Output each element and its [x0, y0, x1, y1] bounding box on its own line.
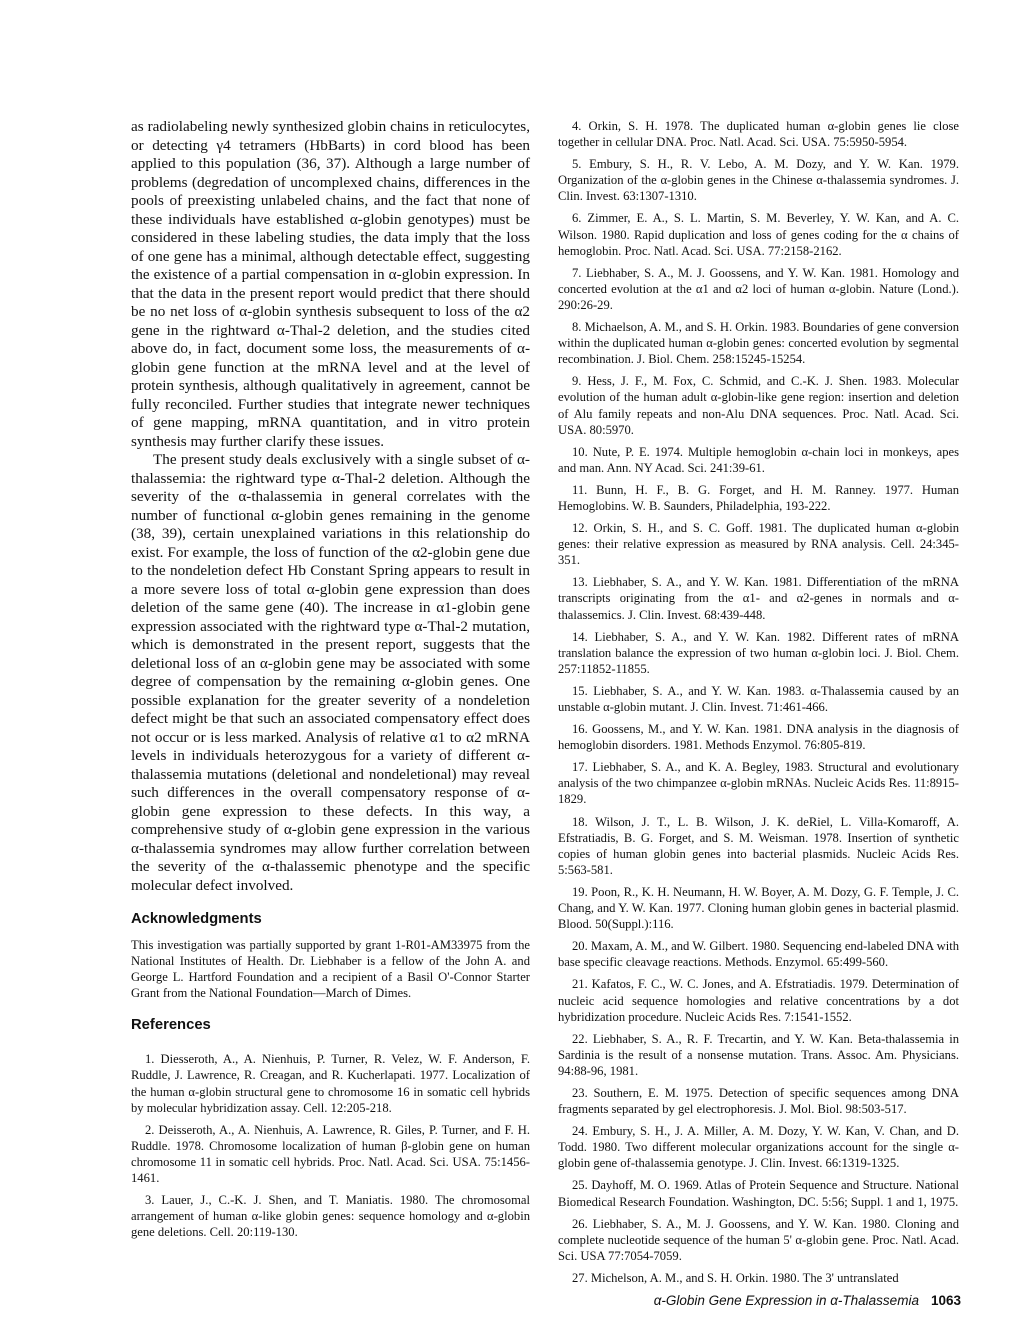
acknowledgments-text: This investigation was partially supported by grant 1-R01-AM33975 from the National Institutes of Health. Dr. Liebhaber is a fellow of the John A. and George L. Hartford Foundation and a recipient of a Basil O'-Connor Starter Grant from the National Foundation—March of Dimes.	[131, 938, 530, 1001]
body-paragraph: as radiolabeling newly synthesized globin chains in reticulocytes, or detecting γ4 tetramers (HbBarts) in cord blood has been applied to this population (36, 37). Although a large number of problems (degredation of uncomplexed chains, differences in the pools of preexisting unlabeled chains, and the fact that none of these individuals have established α-globin genotypes) must be considered in these labeling studies, the data imply that the loss of one gene has a minimal, although detectable effect, suggesting the existence of a partial compensation in α-globin expression. In that the data in the present report would predict that there should be no net loss of α-globin synthesis subsequent to loss of the α2 gene in the rightward α-Thal-2 deletion, and the studies cited above do, in fact, document some loss, the measurements of α-globin gene function at the mRNA level and at the level of protein synthesis, although qualitatively in agreement, cannot be fully reconciled. Further studies that integrate newer techniques of gene mapping, mRNA quantitation, and in vitro protein synthesis may further clarify these issues.	[131, 118, 530, 450]
reference-item: 17. Liebhaber, S. A., and K. A. Begley, 1983. Structural and evolutionary analysis of the two chimpanzee α-globin mRNAs. Nucleic Acids Res. 11:8915-1829.	[558, 760, 959, 807]
reference-item: 1. Diesseroth, A., A. Nienhuis, P. Turner, R. Velez, W. F. Anderson, F. Ruddle, J. Lawrence, R. Creagan, and R. Kucherlapati. 1977. Localization of the human α-globin structural gene to chromosome 16 in somatic cell hybrids by molecular hybridization assay. Cell. 12:205-218.	[131, 1052, 530, 1115]
reference-item: 24. Embury, S. H., J. A. Miller, A. M. Dozy, Y. W. Kan, V. Chan, and D. Todd. 1980. Two different molecular organizations account for the single α-globin gene of-thalassemia genotype. J. Clin. Invest. 66:1319-1325.	[558, 1124, 959, 1171]
reference-item: 18. Wilson, J. T., L. B. Wilson, J. K. deRiel, L. Villa-Komaroff, A. Efstratiadis, B. G. Forget, and S. M. Weisman. 1978. Insertion of synthetic copies of human globin genes into bacterial plasmids. Nucleic Acids Res. 5:563-581.	[558, 814, 959, 877]
reference-item: 26. Liebhaber, S. A., M. J. Goossens, and Y. W. Kan. 1980. Cloning and complete nucleotide sequence of the human 5' α-globin gene. Proc. Natl. Acad. Sci. USA 77:7054-7059.	[558, 1216, 959, 1263]
references-list-left	[131, 1051, 530, 1240]
references-heading: References	[131, 1017, 211, 1034]
running-title: α-Globin Gene Expression in α-Thalassemia	[653, 1293, 919, 1308]
reference-item: 12. Orkin, S. H., and S. C. Goff. 1981. The duplicated human α-globin genes: their relative expression as measured by RNA analysis. Cell. 24:345-351.	[558, 521, 959, 568]
reference-item: 20. Maxam, A. M., and W. Gilbert. 1980. Sequencing end-labeled DNA with base specific cleavage reactions. Methods. Enzymol. 65:499-560.	[558, 939, 959, 970]
body-paragraph: The present study deals exclusively with a single subset of α-thalassemia: the rightward type α-Thal-2 deletion. Although the severity of the α-thalassemia in general correlates with the number of functional α-globin genes remaining in the genome (38, 39), certain unexplained variations in this relationship do exist. For example, the loss of function of the α2-globin gene due to the nondeletion defect Hb Constant Spring appears to result in a more severe loss of total α-globin gene expression than does deletion of the same gene (40). The increase in α1-globin gene expression associated with the rightward type α-Thal-2 mutation, which is demonstrated in the present report, suggests that the deletional loss of an α-globin gene may be associated with some degree of compensation by the remaining α-globin genes. One possible explanation for the greater severity of a nondeletion defect might be that such an associated compensatory effect does not occur or is less marked. Analysis of relative α1 to α2 mRNA levels in individuals heterozygous for a variety of different α-thalassemia mutations (deletional and nondeletional) may reveal such differences in the overall compensatory response of α-globin gene expression to these defects. In this way, a comprehensive study of α-globin gene expression in the various α-thalassemia syndromes may allow further correlation between the severity of the α-thalassemic phenotype and the specific molecular defect involved.	[131, 451, 530, 894]
reference-item: 7. Liebhaber, S. A., M. J. Goossens, and Y. W. Kan. 1981. Homology and concerted evolution at the α1 and α2 loci of human α-globin. Nature (Lond.). 290:26-29.	[558, 265, 959, 312]
reference-item: 2. Deisseroth, A., A. Nienhuis, A. Lawrence, R. Giles, P. Turner, and F. H. Ruddle. 1978. Chromosome localization of human β-globin gene on human chromosome 11 in somatic cell hybrids. Proc. Natl. Acad. Sci. USA. 75:1456-1461.	[131, 1122, 530, 1186]
reference-item: 22. Liebhaber, S. A., R. F. Trecartin, and Y. W. Kan. Beta-thalassemia in Sardinia is the result of a nonsense mutation. Trans. Assoc. Am. Physicians. 94:88-96, 1981.	[558, 1031, 959, 1078]
reference-item: 15. Liebhaber, S. A., and Y. W. Kan. 1983. α-Thalassemia caused by an unstable α-globin mutant. J. Clin. Invest. 71:461-466.	[558, 683, 959, 714]
reference-item: 14. Liebhaber, S. A., and Y. W. Kan. 1982. Different rates of mRNA translation balance the expression of two human α-globin loci. J. Biol. Chem. 257:11852-11855.	[558, 629, 959, 676]
reference-item: 9. Hess, J. F., M. Fox, C. Schmid, and C.-K. J. Shen. 1983. Molecular evolution of the human adult α-globin-like gene region: insertion and deletion of Alu family repeats and non-Alu DNA sequences. Proc. Natl. Acad. Sci. USA. 80:5970.	[558, 374, 959, 437]
reference-item: 5. Embury, S. H., R. V. Lebo, A. M. Dozy, and Y. W. Kan. 1979. Organization of the α-globin genes in the Chinese α-thalassemia syndromes. J. Clin. Invest. 63:1307-1310.	[558, 157, 959, 204]
references-list-right	[558, 118, 959, 1286]
reference-item: 16. Goossens, M., and Y. W. Kan. 1981. DNA analysis in the diagnosis of hemoglobin disorders. 1981. Methods Enzymol. 76:805-819.	[558, 722, 959, 753]
reference-item: 8. Michaelson, A. M., and S. H. Orkin. 1983. Boundaries of gene conversion within the duplicated human α-globin genes: concerted evolution by segmental recombination. J. Biol. Chem. 258:15245-15254.	[558, 320, 959, 367]
reference-item: 10. Nute, P. E. 1974. Multiple hemoglobin α-chain loci in monkeys, apes and man. Ann. NY Acad. Sci. 241:39-61.	[558, 444, 959, 475]
reference-item: 23. Southern, E. M. 1975. Detection of specific sequences among DNA fragments separated by gel electrophoresis. J. Mol. Biol. 98:503-517.	[558, 1085, 959, 1117]
reference-item: 19. Poon, R., K. H. Neumann, H. W. Boyer, A. M. Dozy, G. F. Temple, J. C. Chang, and Y. W. Kan. 1977. Cloning human globin genes in bacterial plasmid. Blood. 50(Suppl.):116.	[558, 884, 959, 932]
acknowledgments-heading: Acknowledgments	[131, 911, 262, 927]
right-column	[558, 118, 959, 1292]
reference-item: 4. Orkin, S. H. 1978. The duplicated human α-globin genes lie close together in cellular DNA. Proc. Natl. Acad. Sci. USA. 75:5950-5954.	[558, 119, 959, 150]
left-column	[131, 118, 530, 1246]
reference-item: 3. Lauer, J., C.-K. J. Shen, and T. Maniatis. 1980. The chromosomal arrangement of human α-like globin genes: sequence homology and α-globin gene deletions. Cell. 20:119-130.	[131, 1193, 530, 1240]
reference-item: 27. Michelson, A. M., and S. H. Orkin. 1980. The 3' untranslated	[572, 1270, 899, 1285]
reference-item: 25. Dayhoff, M. O. 1969. Atlas of Protein Sequence and Structure. National Biomedical Research Foundation. Washington, DC. 5:56; Suppl. 1 and 1, 1975.	[558, 1178, 959, 1209]
page-number: 1063	[930, 1293, 961, 1308]
reference-item: 6. Zimmer, E. A., S. L. Martin, S. M. Beverley, Y. W. Kan, and A. C. Wilson. 1980. Rapid duplication and loss of genes coding for the α chains of hemoglobin. Proc. Natl. Acad. Sci. USA. 77:2158-2162.	[558, 211, 959, 258]
reference-item: 11. Bunn, H. F., B. G. Forget, and H. M. Ranney. 1977. Human Hemoglobins. W. B. Saunders, Philadelphia, 193-222.	[558, 482, 959, 513]
page-footer	[631, 1293, 961, 1308]
reference-item: 21. Kafatos, F. C., W. C. Jones, and A. Efstratiadis. 1979. Determination of nucleic acid sequence homologies and relative concentrations by a dot hybridization procedure. Nucleic Acids Res. 7:1541-1552.	[558, 977, 959, 1024]
reference-item: 13. Liebhaber, S. A., and Y. W. Kan. 1981. Differentiation of the mRNA transcripts originating from the α1- and α2-genes in normals and α-thalassemics. J. Clin. Invest. 68:439-448.	[558, 575, 959, 622]
